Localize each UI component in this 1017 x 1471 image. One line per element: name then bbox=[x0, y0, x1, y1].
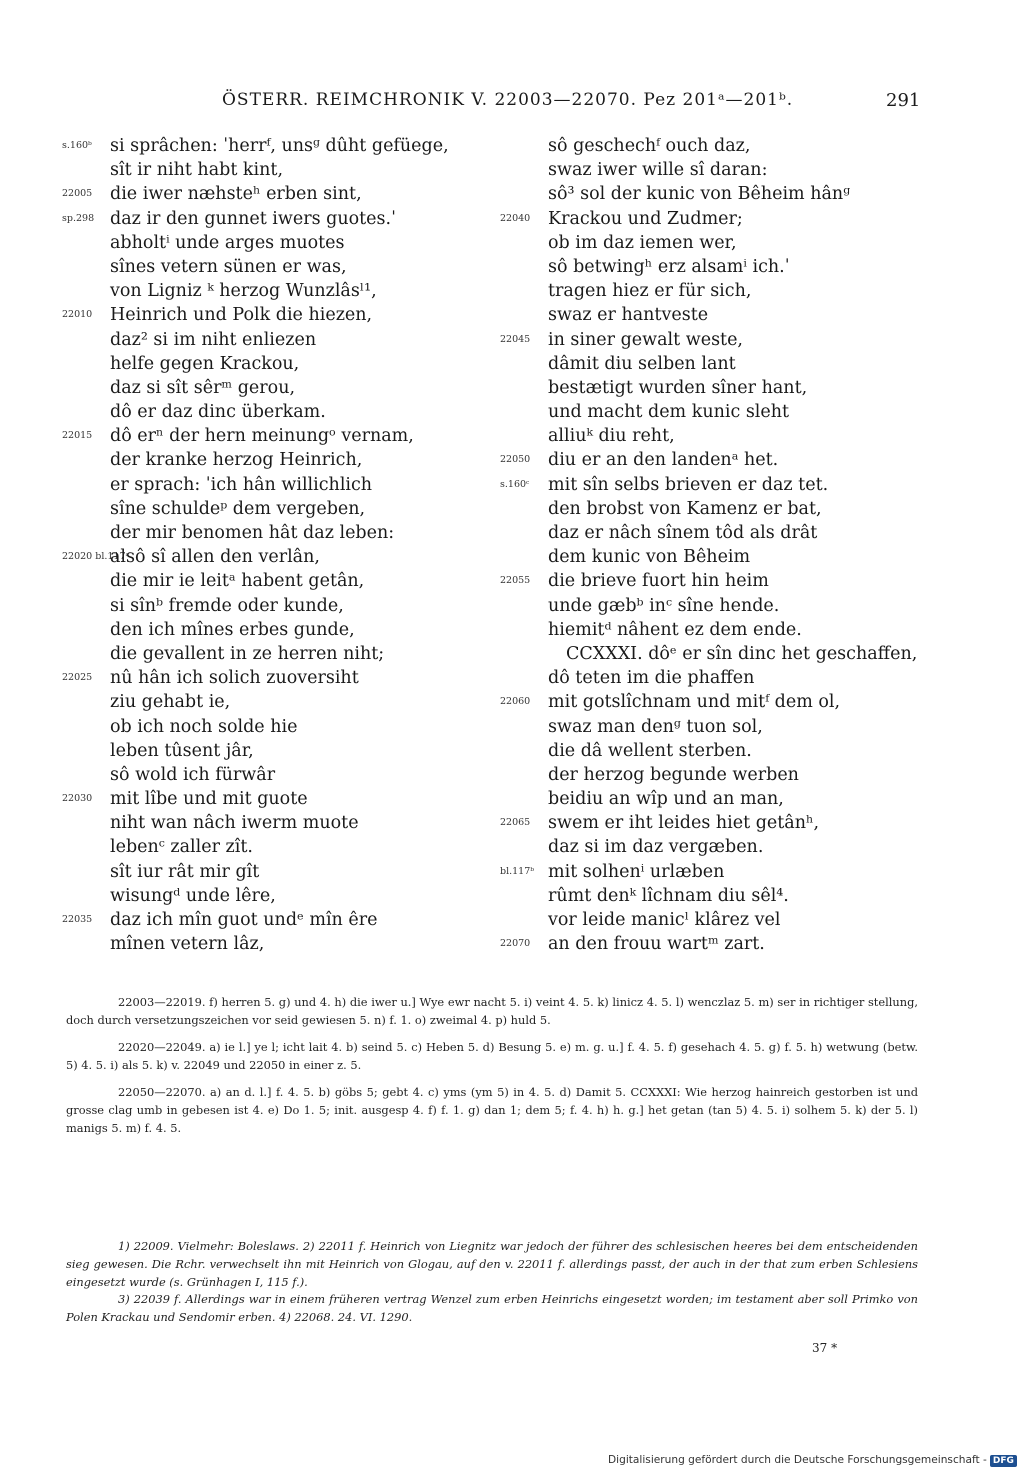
verse-line bbox=[500, 134, 930, 158]
verse-line bbox=[500, 908, 930, 932]
verse-text: abholtⁱ unde arges muotes bbox=[110, 232, 345, 253]
verse-text: der kranke herzog Heinrich, bbox=[110, 450, 363, 471]
verse-line bbox=[62, 908, 492, 932]
verse-text: von Ligniz ᵏ herzog Wunzlâsˡ¹, bbox=[110, 281, 377, 302]
verse-text: swaz iwer wille sî daran: bbox=[548, 160, 768, 181]
verse-line bbox=[62, 473, 492, 497]
critical-apparatus bbox=[66, 993, 918, 1146]
verse-text: mit lîbe und mit guote bbox=[110, 789, 308, 810]
verse-line bbox=[62, 158, 492, 182]
line-marker: 22010 bbox=[62, 309, 93, 321]
verse-text: sô betwingʰ erz alsamⁱ ich.ˈ bbox=[548, 256, 790, 277]
verse-text: dô erⁿ der hern meinungᵒ vernam, bbox=[110, 426, 414, 447]
verse-text: Heinrich und Polk die hiezen, bbox=[110, 305, 373, 326]
verse-line bbox=[500, 932, 930, 956]
verse-text: sô wold ich fürwâr bbox=[110, 764, 276, 785]
line-marker: 22045 bbox=[500, 333, 531, 345]
verse-text: sît ir niht habt kint, bbox=[110, 160, 284, 181]
dfg-banner bbox=[608, 1454, 1014, 1471]
verse-line bbox=[500, 376, 930, 400]
footnote-entry: 1) 22009. Vielmehr: Boleslaws. 2) 22011 f. Heinrich von Liegnitz war jedoch der führer des schlesischen heeres bei dem entscheidenden sieg gewesen. Die Rchr. verwechselt ihn mit Heinrich von Glogau, auf den v. 22011 f. allerdings passt, der auch in der that zum erben Schlesiens eingesetzt wurde (s. Grünhagen I, 115 f.). bbox=[66, 1239, 918, 1289]
dfg-logo-icon: DFG bbox=[990, 1455, 1017, 1467]
verse-text: swem er iht leides hiet getânʰ, bbox=[548, 813, 820, 834]
verse-line bbox=[500, 400, 930, 424]
verse-text: daz si im daz vergæben. bbox=[548, 837, 764, 858]
verse-line bbox=[500, 424, 930, 448]
verse-text: lebenᶜ zaller zît. bbox=[110, 837, 253, 858]
page-header bbox=[0, 90, 1000, 116]
verse-line bbox=[62, 787, 492, 811]
line-marker: s.160ᵇ bbox=[62, 140, 92, 151]
verse-line bbox=[500, 739, 930, 763]
verse-text: beidiu an wîp und an man, bbox=[548, 789, 784, 810]
verse-line bbox=[62, 763, 492, 787]
verse-line bbox=[500, 594, 930, 618]
line-marker: bl.117ᵇ bbox=[500, 865, 535, 877]
verse-line bbox=[62, 400, 492, 424]
verse-line bbox=[62, 884, 492, 908]
verse-text: den brobst von Kamenz er bat, bbox=[548, 498, 822, 519]
verse-text: si sînᵇ fremde oder kunde, bbox=[110, 595, 344, 616]
verse-line bbox=[500, 884, 930, 908]
verse-text: an den frouu wartᵐ zart. bbox=[548, 934, 765, 955]
verse-text: in siner gewalt weste, bbox=[548, 329, 743, 350]
verse-line bbox=[62, 594, 492, 618]
verse-text: daz ich mîn guot undᵉ mîn êre bbox=[110, 910, 378, 930]
verse-column-right bbox=[500, 134, 930, 956]
verse-text: dem kunic von Bêheim bbox=[548, 547, 751, 568]
verse-line bbox=[62, 835, 492, 859]
verse-text: hiemitᵈ nâhent ez dem ende. bbox=[548, 619, 802, 640]
verse-text: si sprâchen: ˈherrᶠ, unsᵍ dûht gefüege, bbox=[110, 136, 449, 156]
verse-text: daz² si im niht enliezen bbox=[110, 329, 317, 350]
verse-line bbox=[500, 811, 930, 835]
verse-text: den ich mînes erbes gunde, bbox=[110, 619, 355, 640]
line-marker: 22015 bbox=[62, 430, 93, 442]
verse-line bbox=[62, 666, 492, 690]
verse-text: sô³ sol der kunic von Bêheim hânᵍ bbox=[548, 184, 851, 205]
verse-line bbox=[500, 207, 930, 231]
line-marker: 22005 bbox=[62, 188, 93, 200]
verse-text: der herzog begunde werben bbox=[548, 764, 799, 785]
verse-text: ziu gehabt ie, bbox=[110, 692, 231, 713]
verse-text: nû hân ich solich zuoversiht bbox=[110, 668, 359, 689]
verse-line bbox=[500, 328, 930, 352]
verse-text: daz ir den gunnet iwers guotes.ˈ bbox=[110, 208, 396, 229]
verse-line bbox=[62, 255, 492, 279]
line-marker: sp.298 bbox=[62, 212, 95, 224]
verse-line bbox=[62, 811, 492, 835]
verse-line bbox=[62, 328, 492, 352]
signature-mark: 37 * bbox=[812, 1341, 838, 1355]
verse-text: alsô sî allen den verlân, bbox=[110, 547, 320, 568]
verse-line bbox=[500, 860, 930, 884]
verse-text: CCXXXI. dôᵉ er sîn dinc het geschaffen, bbox=[566, 643, 918, 664]
verse-line bbox=[62, 618, 492, 642]
verse-text: sô geschechᶠ ouch daz, bbox=[548, 136, 751, 156]
footnote-entry: 3) 22039 f. Allerdings war in einem früheren vertrag Wenzel zum erben Heinrichs eingesetzt worden; im testament aber soll Primko von Polen Krackau und Sendomir erben. 4) 22068. 24. VI. 1290. bbox=[66, 1292, 918, 1325]
verse-text: der mir benomen hât daz leben: bbox=[110, 523, 395, 543]
verse-line bbox=[62, 207, 492, 231]
verse-text: die mir ie leitᵃ habent getân, bbox=[110, 571, 365, 592]
verse-text: mînen vetern lâz, bbox=[110, 934, 265, 955]
line-marker: 22065 bbox=[500, 817, 531, 829]
verse-line bbox=[500, 158, 930, 182]
line-marker: 22020 bl.117ᵃ bbox=[62, 551, 130, 563]
line-marker: 22070 bbox=[500, 938, 531, 950]
verse-line bbox=[62, 352, 492, 376]
verse-text: er sprach: ˈich hân willichlich bbox=[110, 474, 373, 495]
verse-line bbox=[500, 569, 930, 593]
verse-text: daz si sît sêrᵐ gerou, bbox=[110, 377, 296, 398]
verse-line bbox=[500, 231, 930, 255]
verse-line bbox=[500, 352, 930, 376]
verse-text: daz er nâch sînem tôd als drât bbox=[548, 523, 818, 543]
line-marker: 22060 bbox=[500, 696, 531, 708]
verse-text: leben tûsent jâr, bbox=[110, 740, 254, 761]
verse-text: dâmit diu selben lant bbox=[548, 353, 736, 374]
verse-text: dô er daz dinc überkam. bbox=[110, 402, 326, 423]
apparatus-entry: 22003—22019. f) herren 5. g) und 4. h) die iwer u.] Wye ewr nacht 5. i) veint 4. 5. k) linicz 4. 5. l) wenczlaz 5. m) ser in richtiger stellung, doch durch versetzungszeichen vor seid gewiesen 5. n) f. 1. o) zweimal 4. p) huld 5. bbox=[66, 995, 918, 1028]
verse-line bbox=[500, 835, 930, 859]
verse-line bbox=[62, 932, 492, 956]
verse-text: die gevallent in ze herren niht; bbox=[110, 643, 385, 664]
verse-line bbox=[500, 618, 930, 642]
verse-line bbox=[500, 448, 930, 472]
verse-line bbox=[62, 739, 492, 763]
page-number: 291 bbox=[886, 90, 921, 111]
verse-line bbox=[500, 279, 930, 303]
verse-line bbox=[62, 303, 492, 327]
verse-text: mit gotslîchnam und mitᶠ dem ol, bbox=[548, 692, 841, 713]
line-marker: s.160ᶜ bbox=[500, 478, 530, 490]
verse-line bbox=[500, 303, 930, 327]
verse-text: bestætigt wurden sîner hant, bbox=[548, 377, 808, 398]
verse-text: sîne schuldeᵖ dem vergeben, bbox=[110, 498, 366, 519]
verse-line bbox=[500, 787, 930, 811]
verse-text: die brieve fuort hin heim bbox=[548, 571, 769, 592]
verse-line bbox=[62, 545, 492, 569]
verse-line bbox=[500, 545, 930, 569]
verse-line bbox=[62, 521, 492, 545]
line-marker: 22055 bbox=[500, 575, 531, 587]
verse-text: tragen hiez er für sich, bbox=[548, 281, 752, 302]
dfg-banner-text: Digitalisierung gefördert durch die Deutsche Forschungsgemeinschaft - bbox=[608, 1454, 987, 1466]
verse-text: Krackou und Zudmer; bbox=[548, 208, 743, 229]
verse-line bbox=[500, 521, 930, 545]
verse-line bbox=[500, 666, 930, 690]
verse-line bbox=[62, 231, 492, 255]
verse-text: sînes vetern sünen er was, bbox=[110, 256, 347, 277]
line-marker: 22025 bbox=[62, 672, 93, 684]
verse-line bbox=[62, 279, 492, 303]
verse-text: wisungᵈ unde lêre, bbox=[110, 885, 276, 906]
verse-text: alliuᵏ diu reht, bbox=[548, 426, 675, 447]
verse-line bbox=[62, 642, 492, 666]
verse-text: swaz man denᵍ tuon sol, bbox=[548, 716, 763, 737]
verse-line bbox=[62, 134, 492, 158]
line-marker: 22040 bbox=[500, 212, 531, 224]
verse-line bbox=[500, 497, 930, 521]
verse-line bbox=[62, 860, 492, 884]
verse-line bbox=[62, 569, 492, 593]
verse-line bbox=[62, 690, 492, 714]
line-marker: 22030 bbox=[62, 793, 93, 805]
verse-line bbox=[62, 182, 492, 206]
verse-line bbox=[62, 376, 492, 400]
verse-text: die iwer næhsteʰ erben sint, bbox=[110, 184, 362, 205]
verse-text: ob im daz iemen wer, bbox=[548, 232, 737, 253]
verse-text: dô teten im die phaffen bbox=[548, 668, 755, 689]
verse-text: sît iur rât mir gît bbox=[110, 861, 260, 882]
apparatus-entry: 22050—22070. a) an d. l.] f. 4. 5. b) göbs 5; gebt 4. c) yms (ym 5) in 4. 5. d) Damit 5. CCXXXI: Wie herzog hainreich gestorben ist und grosse clag umb in gebesen ist 4. e) Do 1. 5; init. ausgesp 4. f) f. 1. g) dan 1; dem 5; f. 4. h) h. g.] het getan (tan 5) 4. 5. i) solhem 5. k) der 5. l) manigs 5. m) f. 4. 5. bbox=[66, 1084, 918, 1136]
verse-text: mit solhenⁱ urlæben bbox=[548, 861, 725, 882]
verse-text: ob ich noch solde hie bbox=[110, 716, 298, 737]
verse-line bbox=[500, 690, 930, 714]
verse-line bbox=[62, 424, 492, 448]
verse-text: mit sîn selbs brieven er daz tet. bbox=[548, 474, 829, 495]
verse-line bbox=[500, 255, 930, 279]
verse-line bbox=[62, 497, 492, 521]
verse-text: niht wan nâch iwerm muote bbox=[110, 813, 359, 834]
verse-text: swaz er hantveste bbox=[548, 305, 709, 326]
verse-text: die dâ wellent sterben. bbox=[548, 740, 752, 761]
verse-line bbox=[500, 473, 930, 497]
verse-text: rûmt denᵏ lîchnam diu sêl⁴. bbox=[548, 885, 789, 906]
verse-line bbox=[500, 763, 930, 787]
line-marker: 22035 bbox=[62, 914, 93, 925]
footnotes bbox=[66, 1238, 918, 1327]
verse-line bbox=[500, 715, 930, 739]
verse-line bbox=[500, 642, 930, 666]
verse-column-left bbox=[62, 134, 492, 956]
running-title: ÖSTERR. REIMCHRONIK V. 22003—22070. Pez 201ᵃ—201ᵇ. bbox=[222, 90, 794, 110]
verse-line bbox=[62, 715, 492, 739]
apparatus-entry: 22020—22049. a) ie l.] ye l; icht lait 4. b) seind 5. c) Heben 5. d) Besung 5. e) m. g. u.] f. 4. 5. f) gesehach 4. 5. g) f. 5. h) wetwung (betw. 5) 4. 5. i) als 5. k) v. 22049 und 22050 in einer z. 5. bbox=[66, 1039, 918, 1073]
verse-text: und macht dem kunic sleht bbox=[548, 402, 790, 423]
verse-text: unde gæbᵇ inᶜ sîne hende. bbox=[548, 595, 780, 616]
verse-line bbox=[62, 448, 492, 472]
verse-text: helfe gegen Krackou, bbox=[110, 353, 300, 374]
verse-text: vor leide manicˡ klârez vel bbox=[548, 910, 781, 930]
line-marker: 22050 bbox=[500, 454, 531, 466]
verse-line bbox=[500, 182, 930, 206]
verse-text: diu er an den landenᵃ het. bbox=[548, 450, 779, 471]
